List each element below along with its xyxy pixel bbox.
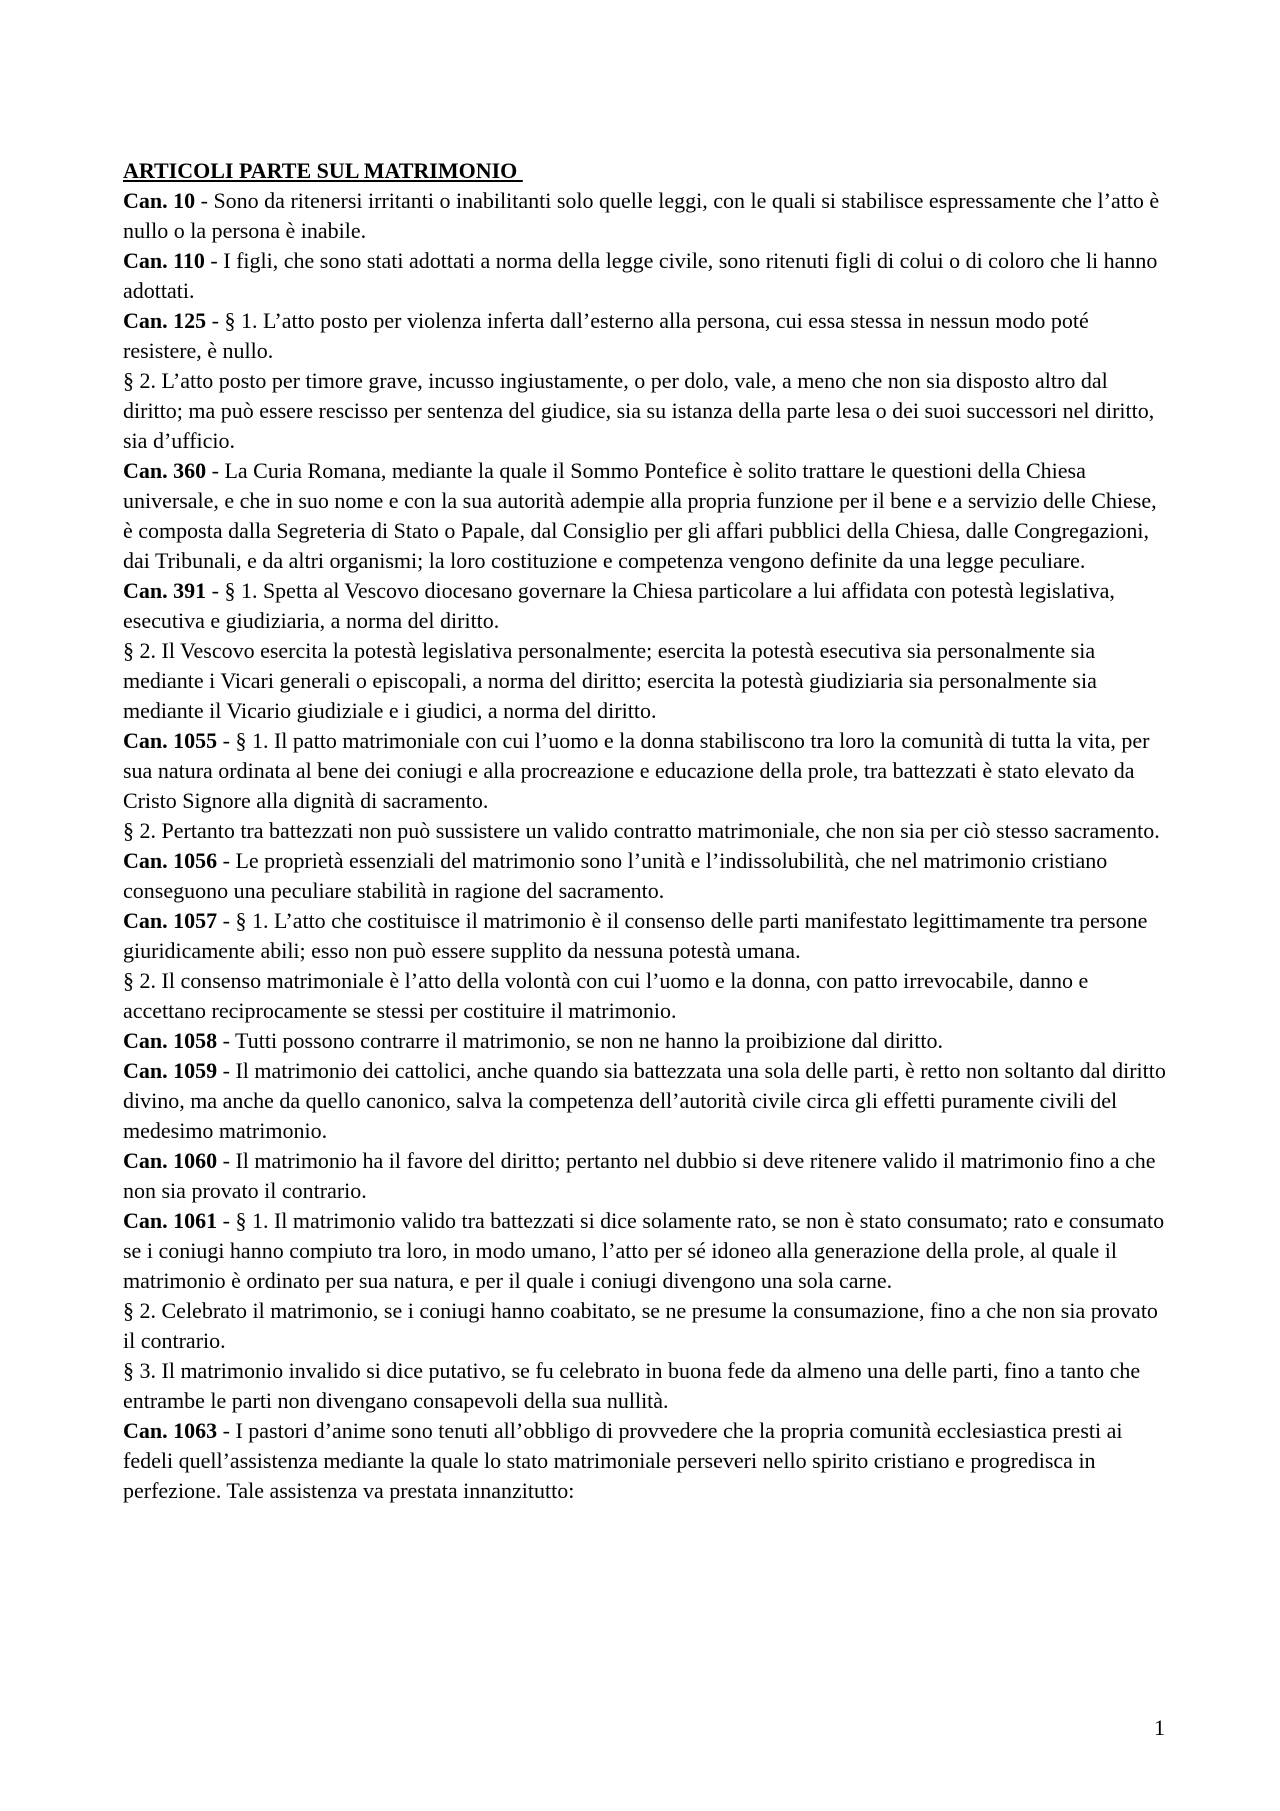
canon-text: § 2. Pertanto tra battezzati non può sussistere un valido contratto matrimoniale, che non sia per ciò stesso sacramento. [123, 818, 1160, 843]
canon-section-paragraph [123, 636, 1168, 726]
canon-paragraph [123, 576, 1168, 636]
canon-text: § 2. Celebrato il matrimonio, se i coniugi hanno coabitato, se ne presume la consumazione, fino a che non sia provato il contrario. [123, 1298, 1158, 1353]
canon-number: Can. 1057 [123, 908, 218, 933]
canon-number: Can. 1055 [123, 728, 218, 753]
canon-number: Can. 1056 [123, 848, 218, 873]
canon-paragraph [123, 306, 1168, 366]
canon-paragraph [123, 1146, 1168, 1206]
canon-number: Can. 1063 [123, 1418, 218, 1443]
document-heading: ARTICOLI PARTE SUL MATRIMONIO [123, 158, 523, 183]
canon-number: Can. 360 [123, 458, 207, 483]
canon-number: Can. 110 [123, 248, 205, 273]
canon-text: - § 1. Spetta al Vescovo diocesano governare la Chiesa particolare a lui affidata con potestà legislativa, esecutiva e giudiziaria, a norma del diritto. [123, 578, 1115, 633]
canon-number: Can. 1058 [123, 1028, 218, 1053]
canon-text: - La Curia Romana, mediante la quale il Sommo Pontefice è solito trattare le questioni della Chiesa universale, e che in suo nome e con la sua autorità adempie alla propria funzione per il bene e a servizio delle Chiese, è composta dalla Segreteria di Stato o Papale, dal Consiglio per gli affari pubblici della Chiesa, dalle Congregazioni, dai Tribunali, e da altri organismi; la loro costituzione e competenza vengono definite da una legge peculiare. [123, 458, 1157, 573]
canon-text: § 3. Il matrimonio invalido si dice putativo, se fu celebrato in buona fede da almeno una delle parti, fino a tanto che entrambe le parti non divengano consapevoli della sua nullità. [123, 1358, 1141, 1413]
canon-number: Can. 1061 [123, 1208, 218, 1233]
document-body [123, 156, 1168, 1506]
canon-text: § 2. Il consenso matrimoniale è l’atto della volontà con cui l’uomo e la donna, con patto irrevocabile, danno e accettano reciprocamente se stessi per costituire il matrimonio. [123, 968, 1089, 1023]
canon-paragraph [123, 1416, 1168, 1506]
canon-text: - § 1. Il patto matrimoniale con cui l’uomo e la donna stabiliscono tra loro la comunità di tutta la vita, per sua natura ordinata al bene dei coniugi e alla procreazione e educazione della prole, tra battezzati è stato elevato da Cristo Signore alla dignità di sacramento. [123, 728, 1150, 813]
canon-paragraph [123, 246, 1168, 306]
canon-section-paragraph [123, 366, 1168, 456]
canon-text: - Il matrimonio ha il favore del diritto; pertanto nel dubbio si deve ritenere valido il matrimonio fino a che non sia provato il contrario. [123, 1148, 1156, 1203]
canon-number: Can. 1060 [123, 1148, 218, 1173]
canon-section-paragraph [123, 1356, 1168, 1416]
canon-paragraph [123, 726, 1168, 816]
canon-paragraph [123, 846, 1168, 906]
canon-text: - I figli, che sono stati adottati a norma della legge civile, sono ritenuti figli di colui o di coloro che li hanno adottati. [123, 248, 1158, 303]
canon-number: Can. 10 [123, 188, 196, 213]
canon-number: Can. 1059 [123, 1058, 218, 1083]
canon-section-paragraph [123, 1296, 1168, 1356]
canon-text: - § 1. Il matrimonio valido tra battezzati si dice solamente rato, se non è stato consumato; rato e consumato se i coniugi hanno compiuto tra loro, in modo umano, l’atto per sé idoneo alla generazione della prole, al quale il matrimonio è ordinato per sua natura, e per il quale i coniugi divengono una sola carne. [123, 1208, 1165, 1293]
canon-text: - § 1. L’atto che costituisce il matrimonio è il consenso delle parti manifestato legittimamente tra persone giuridicamente abili; esso non può essere supplito da nessuna potestà umana. [123, 908, 1148, 963]
canon-text: - I pastori d’anime sono tenuti all’obbligo di provvedere che la propria comunità ecclesiastica presti ai fedeli quell’assistenza mediante la quale lo stato matrimoniale perseveri nello spirito cristiano e progredisca in perfezione. Tale assistenza va prestata innanzitutto: [123, 1418, 1123, 1503]
canon-paragraph [123, 1206, 1168, 1296]
canon-text: - Le proprietà essenziali del matrimonio sono l’unità e l’indissolubilità, che nel matrimonio cristiano conseguono una peculiare stabilità in ragione del sacramento. [123, 848, 1108, 903]
canon-paragraph [123, 906, 1168, 966]
canon-section-paragraph [123, 816, 1168, 846]
canon-text: § 2. L’atto posto per timore grave, incusso ingiustamente, o per dolo, vale, a meno che non sia disposto altro dal diritto; ma può essere rescisso per sentenza del giudice, sia su istanza della parte lesa o dei suoi successori nel diritto, sia d’ufficio. [123, 368, 1155, 453]
canon-paragraph [123, 456, 1168, 576]
canon-section-paragraph [123, 966, 1168, 1026]
canon-paragraph [123, 1056, 1168, 1146]
canon-text: - Tutti possono contrarre il matrimonio, se non ne hanno la proibizione dal diritto. [217, 1028, 944, 1053]
canon-text: - Sono da ritenersi irritanti o inabilitanti solo quelle leggi, con le quali si stabilisce espressamente che l’atto è nullo o la persona è inabile. [123, 188, 1160, 243]
canon-text: § 2. Il Vescovo esercita la potestà legislativa personalmente; esercita la potestà esecutiva sia personalmente sia mediante i Vicari generali o episcopali, a norma del diritto; esercita la potestà giudiziaria sia personalmente sia mediante il Vicario giudiziale e i giudici, a norma del diritto. [123, 638, 1097, 723]
canon-paragraph [123, 1026, 1168, 1056]
canon-text: - § 1. L’atto posto per violenza inferta dall’esterno alla persona, cui essa stessa in nessun modo poté resistere, è nullo. [123, 308, 1089, 363]
canon-text: - Il matrimonio dei cattolici, anche quando sia battezzata una sola delle parti, è retto non soltanto dal diritto divino, ma anche da quello canonico, salva la competenza dell’autorità civile circa gli effetti puramente civili del medesimo matrimonio. [123, 1058, 1166, 1143]
page-number: 1 [1154, 1715, 1165, 1740]
canon-number: Can. 391 [123, 578, 207, 603]
canon-number: Can. 125 [123, 308, 207, 333]
canon-paragraph [123, 186, 1168, 246]
